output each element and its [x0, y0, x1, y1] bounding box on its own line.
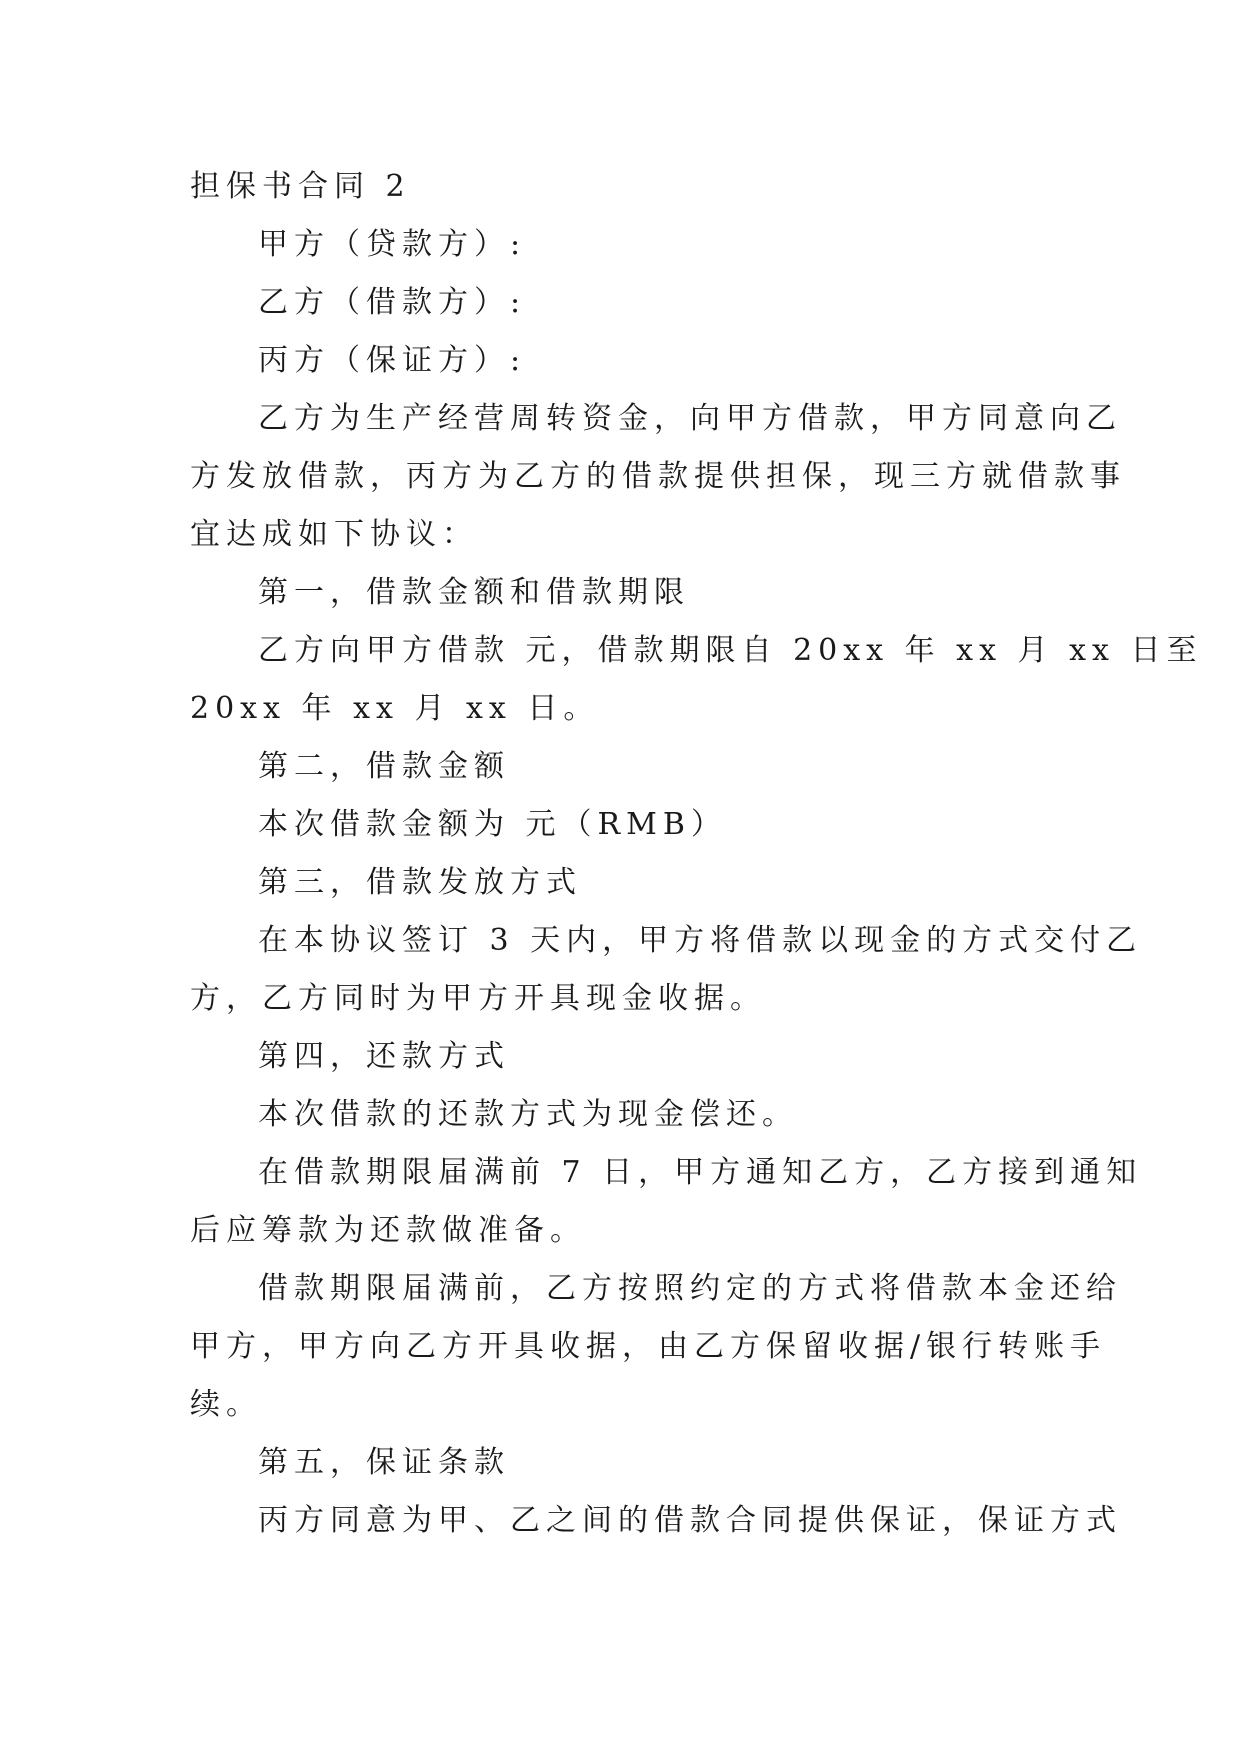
section-3-text-line-1: 在本协议签订 3 天内，甲方将借款以现金的方式交付乙	[258, 923, 1143, 958]
section-2-text: 本次借款金额为 元（RMB）	[258, 807, 727, 842]
party-c-line: 丙方（保证方）:	[258, 343, 527, 378]
section-4-text: 本次借款的还款方式为现金偿还。	[258, 1097, 798, 1132]
document-body	[190, 158, 1203, 1550]
preamble-line-3: 宜达成如下协议：	[190, 517, 478, 552]
section-3-text-line-2: 方，乙方同时为甲方开具现金收据。	[190, 981, 766, 1016]
section-4-repay-line-2: 甲方，甲方向乙方开具收据，由乙方保留收据/银行转账手	[190, 1329, 1107, 1364]
preamble-line-2: 方发放借款，丙方为乙方的借款提供担保，现三方就借款事	[190, 459, 1126, 494]
section-1-heading: 第一，借款金额和借款期限	[258, 575, 690, 610]
section-4-notice-line-1: 在借款期限届满前 7 日，甲方通知乙方，乙方接到通知	[258, 1155, 1143, 1190]
party-a-line: 甲方（贷款方）:	[258, 227, 527, 262]
document-title: 担保书合同 2	[190, 169, 411, 204]
preamble-line-1: 乙方为生产经营周转资金，向甲方借款，甲方同意向乙	[258, 401, 1122, 436]
section-5-text-line-1: 丙方同意为甲、乙之间的借款合同提供保证，保证方式	[258, 1503, 1122, 1538]
section-5-heading: 第五，保证条款	[258, 1445, 510, 1480]
section-3-heading: 第三，借款发放方式	[258, 865, 582, 900]
section-4-repay-line-3: 续。	[190, 1387, 262, 1422]
section-1-text-line-1: 乙方向甲方借款 元，借款期限自 20xx 年 xx 月 xx 日至	[258, 633, 1203, 668]
party-b-line: 乙方（借款方）:	[258, 285, 527, 320]
section-2-heading: 第二，借款金额	[258, 749, 510, 784]
section-1-text-line-2: 20xx 年 xx 月 xx 日。	[190, 691, 600, 726]
section-4-heading: 第四，还款方式	[258, 1039, 510, 1074]
section-4-notice-line-2: 后应筹款为还款做准备。	[190, 1213, 586, 1248]
section-4-repay-line-1: 借款期限届满前，乙方按照约定的方式将借款本金还给	[258, 1271, 1122, 1306]
